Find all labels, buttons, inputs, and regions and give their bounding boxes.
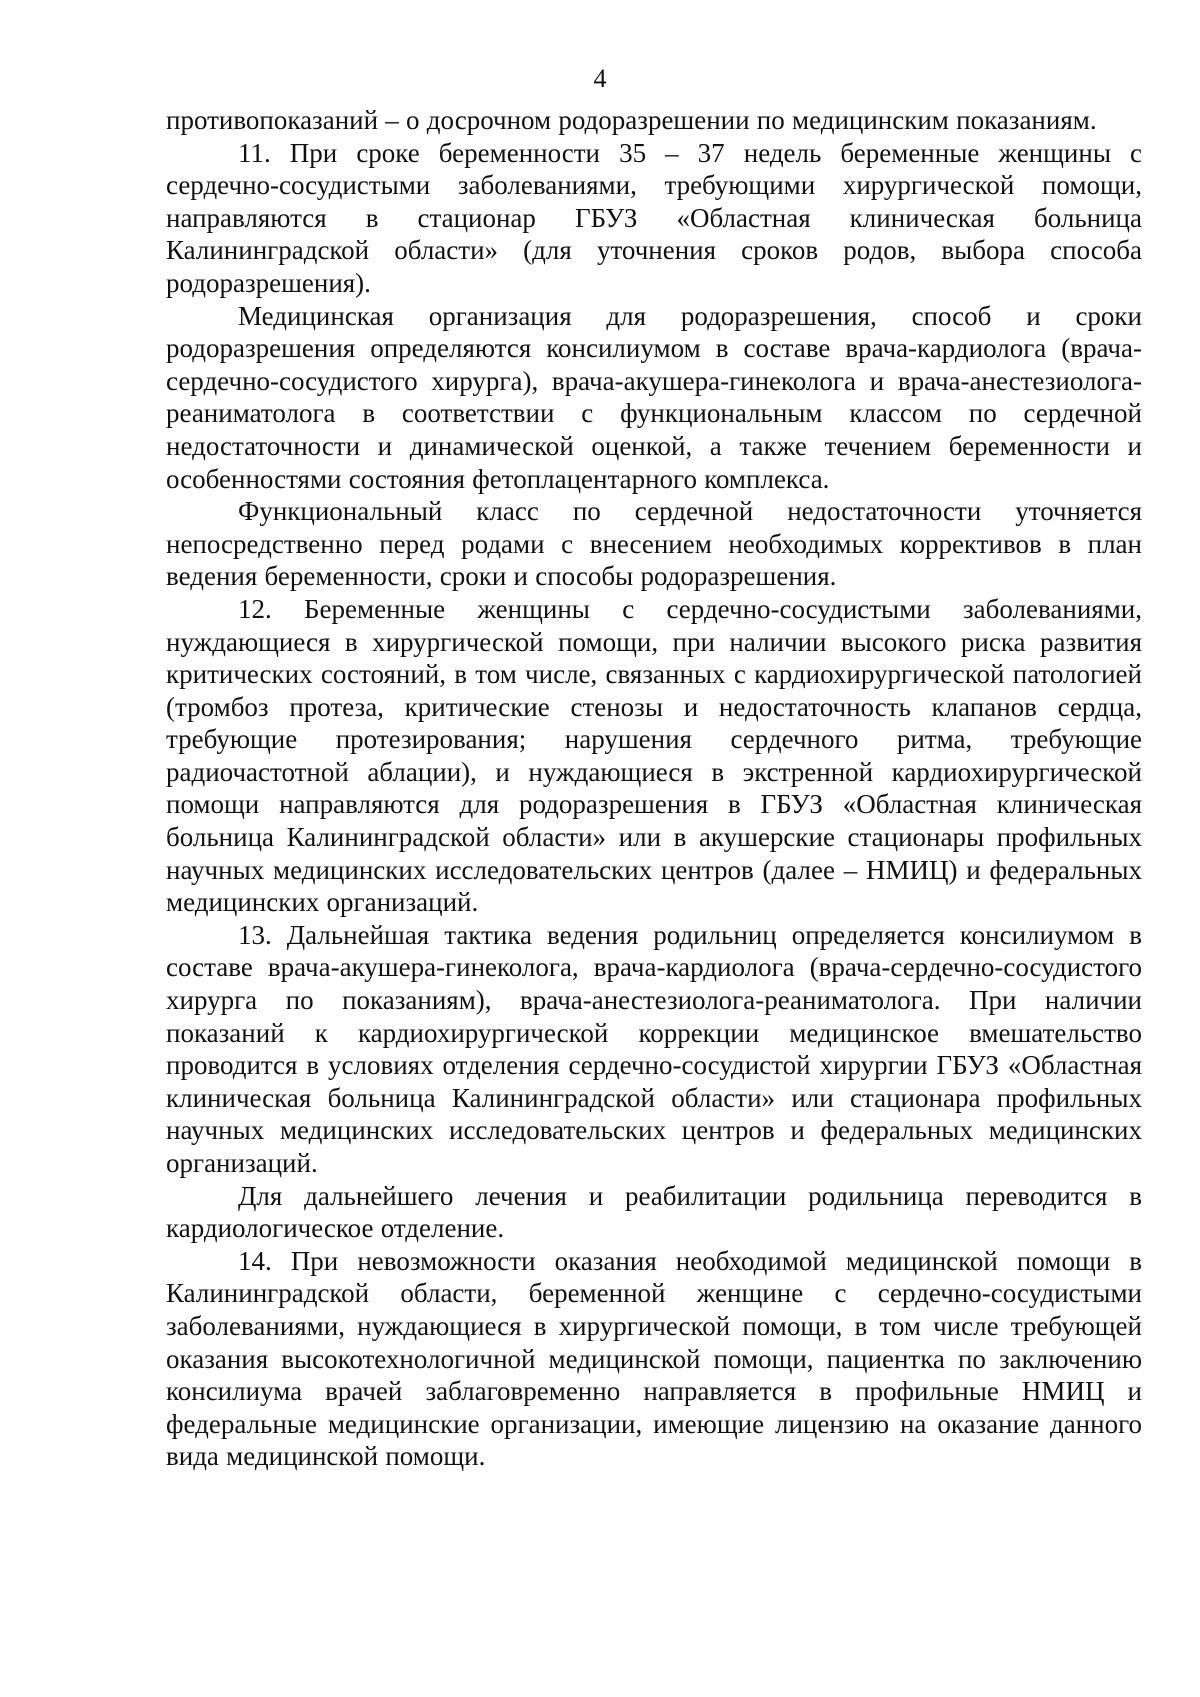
paragraph-item-13: 13. Дальнейшая тактика ведения родильниц определяется консилиумом в составе врача-акушера-гинеколога, врача-кардиолога (врача-сердечно-сосудистого хирурга по показаниям), врача-анестезиолога-реаниматолога. При наличии показаний к кардиохирургической коррекции медицинское вмешательство проводится в условиях отделения сердечно-сосудистой хирургии ГБУЗ «Областная клиническая больница Калининградской области» или стационара профильных научных медицинских исследовательских центров и федеральных медицинских организаций. xyxy=(166,919,1142,1178)
paragraph-item-11: 11. При сроке беременности 35 – 37 недель беременные женщины с сердечно-сосудистыми заболеваниями, требующими хирургической помощи, направляются в стационар ГБУЗ «Областная клиническая больница Калининградской области» (для уточнения сроков родов, выбора способа родоразрешения). xyxy=(166,137,1142,298)
paragraph-item-14: 14. При невозможности оказания необходимой медицинской помощи в Калининградской области, беременной женщине с сердечно-сосудистыми заболеваниями, нуждающиеся в хирургической помощи, в том числе требующей оказания высокотехнологичной медицинской помощи, пациентка по заключению консилиума врачей заблаговременно направляется в профильные НМИЦ и федеральные медицинские организации, имеющие лицензию на оказание данного вида медицинской помощи. xyxy=(166,1245,1142,1472)
paragraph-continuation: противопоказаний – о досрочном родоразрешении по медицинским показаниям. xyxy=(166,105,1097,135)
page-number: 4 xyxy=(593,64,607,93)
paragraph-delivery-organization: Медицинская организация для родоразрешения, способ и сроки родоразрешения определяются консилиумом в составе врача-кардиолога (врача-сердечно-сосудистого хирурга), врача-акушера-гинеколога и врача-анестезиолога-реаниматолога в соответствии с функциональным классом по сердечной недостаточности и динамической оценкой, а также течением беременности и особенностями состояния фетоплацентарного комплекса. xyxy=(166,300,1142,494)
paragraph-item-12: 12. Беременные женщины с сердечно-сосудистыми заболеваниями, нуждающиеся в хирургической помощи, при наличии высокого риска развития критических состояний, в том числе, связанных с кардиохирургической патологией (тромбоз протеза, критические стенозы и недостаточность клапанов сердца, требующие протезирования; нарушения сердечного ритма, требующие радиочастотной аблации), и нуждающиеся в экстренной кардиохирургической помощи направляются для родоразрешения в ГБУЗ «Областная клиническая больница Калининградской области» или в акушерские стационары профильных научных медицинских исследовательских центров (далее – НМИЦ) и федеральных медицинских организаций. xyxy=(166,593,1142,918)
paragraph-functional-class: Функциональный класс по сердечной недостаточности уточняется непосредственно перед родами с внесением необходимых коррективов в план ведения беременности, сроки и способы родоразрешения. xyxy=(166,496,1142,592)
paragraph-rehabilitation: Для дальнейшего лечения и реабилитации родильница переводится в кардиологическое отделение. xyxy=(166,1180,1142,1244)
document-body xyxy=(166,104,1142,1473)
